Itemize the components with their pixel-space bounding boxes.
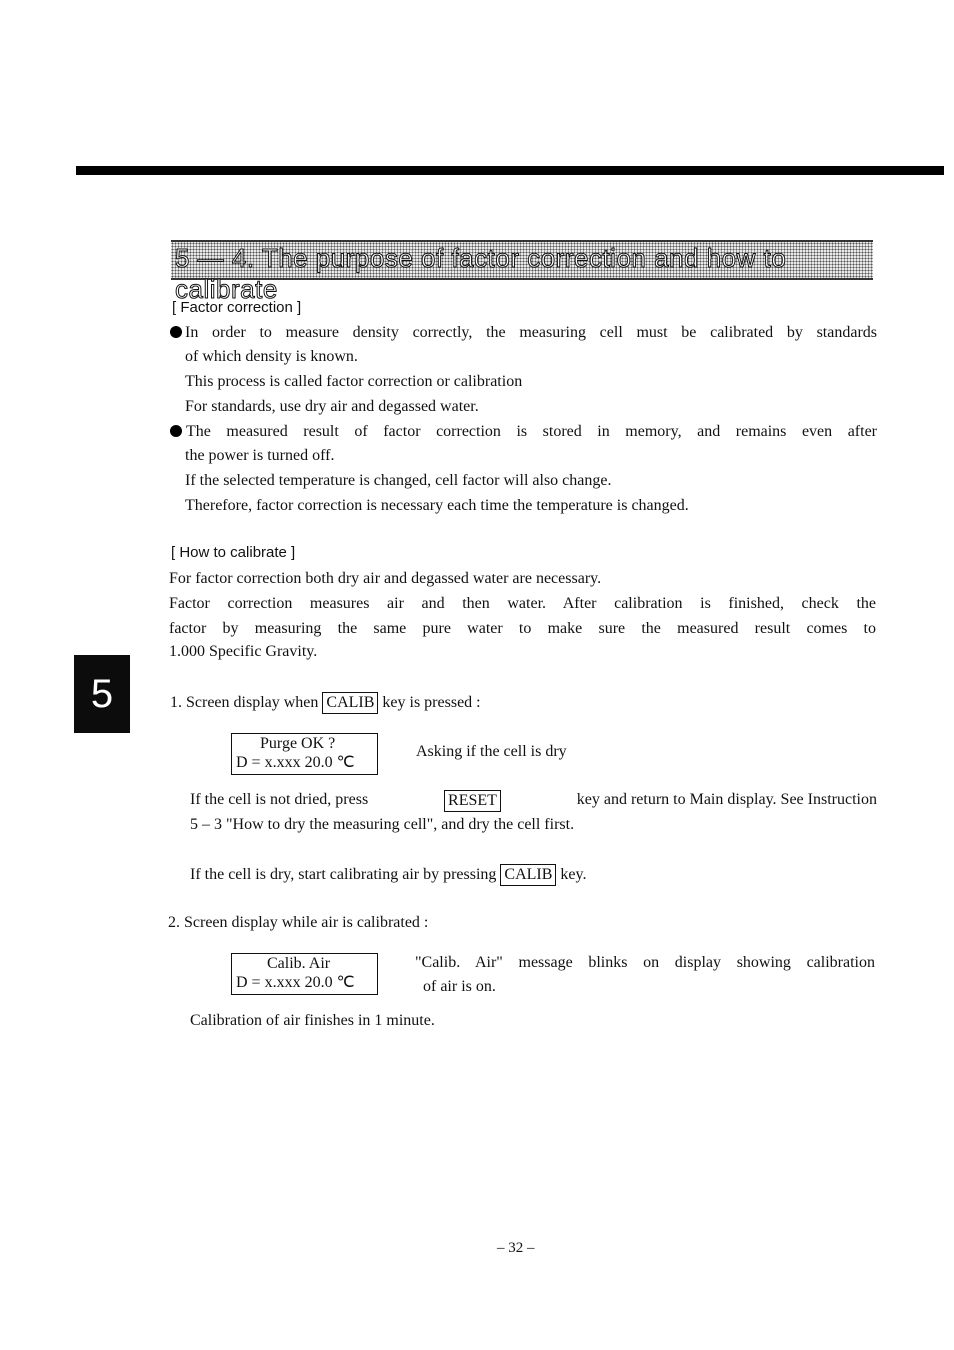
lcd-calib-line2: D = x.xxx 20.0 ℃	[236, 974, 355, 991]
chapter-tab-number: 5	[90, 671, 114, 716]
dry-prefix: If the cell is dry, start calibrating air by pressing	[190, 866, 497, 883]
bullet2-line3: If the selected temperature is changed, cell factor will also change.	[185, 472, 612, 489]
bullet-icon	[170, 423, 184, 441]
dry-suffix: key.	[560, 866, 587, 883]
step2-note-line2: of air is on.	[423, 978, 496, 995]
calibrate-para2-line3: 1.000 Specific Gravity.	[169, 643, 318, 660]
factor-correction-heading: [ Factor correction ]	[172, 299, 302, 316]
step2-note-line1: "Calib. Air" message blinks on display showing calibration	[415, 954, 875, 971]
calibrate-para2-line2: factor by measuring the same pure water to make sure the measured result comes to	[169, 620, 876, 637]
top-rule	[76, 166, 944, 175]
reset-key: RESET	[444, 790, 501, 812]
calibrate-para1: For factor correction both dry air and degassed water are necessary.	[169, 570, 602, 587]
bullet1-line1: In order to measure density correctly, the measuring cell must be calibrated by standards	[185, 324, 877, 341]
lcd-display-calib-air	[231, 953, 378, 995]
bullet2-line2: the power is turned off.	[185, 447, 335, 464]
calib-key: CALIB	[500, 864, 556, 886]
page-number: – 32 –	[497, 1240, 535, 1256]
how-to-calibrate-heading: [ How to calibrate ]	[171, 544, 296, 561]
bullet2-line1: The measured result of factor correction is stored in memory, and remains even after	[186, 423, 877, 440]
not-dry-prefix: If the cell is not dried, press	[190, 791, 369, 808]
lcd-calib-line1: Calib. Air	[267, 955, 331, 972]
bullet1-line4: For standards, use dry air and degassed water.	[185, 398, 479, 415]
lcd-purge-line1: Purge OK ?	[260, 735, 336, 752]
bullet2-line4: Therefore, factor correction is necessary each time the temperature is changed.	[185, 497, 689, 514]
step1-suffix: key is pressed :	[382, 694, 481, 711]
step1-prefix: 1. Screen display when	[170, 694, 319, 711]
step1-not-dry-line2: 5 – 3 "How to dry the measuring cell", and dry the cell first.	[190, 816, 575, 833]
calib-key: CALIB	[322, 692, 378, 714]
section-title-band	[171, 240, 873, 304]
chapter-tab	[74, 655, 130, 733]
not-dry-suffix: key and return to Main display. See Instruction	[576, 791, 877, 808]
bullet-icon	[170, 324, 184, 342]
bullet1-line2: of which density is known.	[185, 348, 358, 365]
step1-heading	[170, 692, 481, 714]
section-title: 5 — 4. The purpose of factor correction and how to calibrate	[175, 243, 787, 304]
lcd-purge-line2: D = x.xxx 20.0 ℃	[236, 754, 355, 771]
step1-note: Asking if the cell is dry	[416, 743, 567, 760]
bullet1-line3: This process is called factor correction or calibration	[185, 373, 523, 390]
calibrate-para2-line1: Factor correction measures air and then water. After calibration is finished, check the	[169, 595, 876, 612]
step1-dry-line	[190, 864, 586, 886]
step1-not-dry-line1	[190, 790, 877, 812]
step2-finish: Calibration of air finishes in 1 minute.	[190, 1012, 435, 1029]
step2-heading: 2. Screen display while air is calibrated :	[168, 914, 429, 931]
lcd-display-purge	[231, 733, 378, 775]
